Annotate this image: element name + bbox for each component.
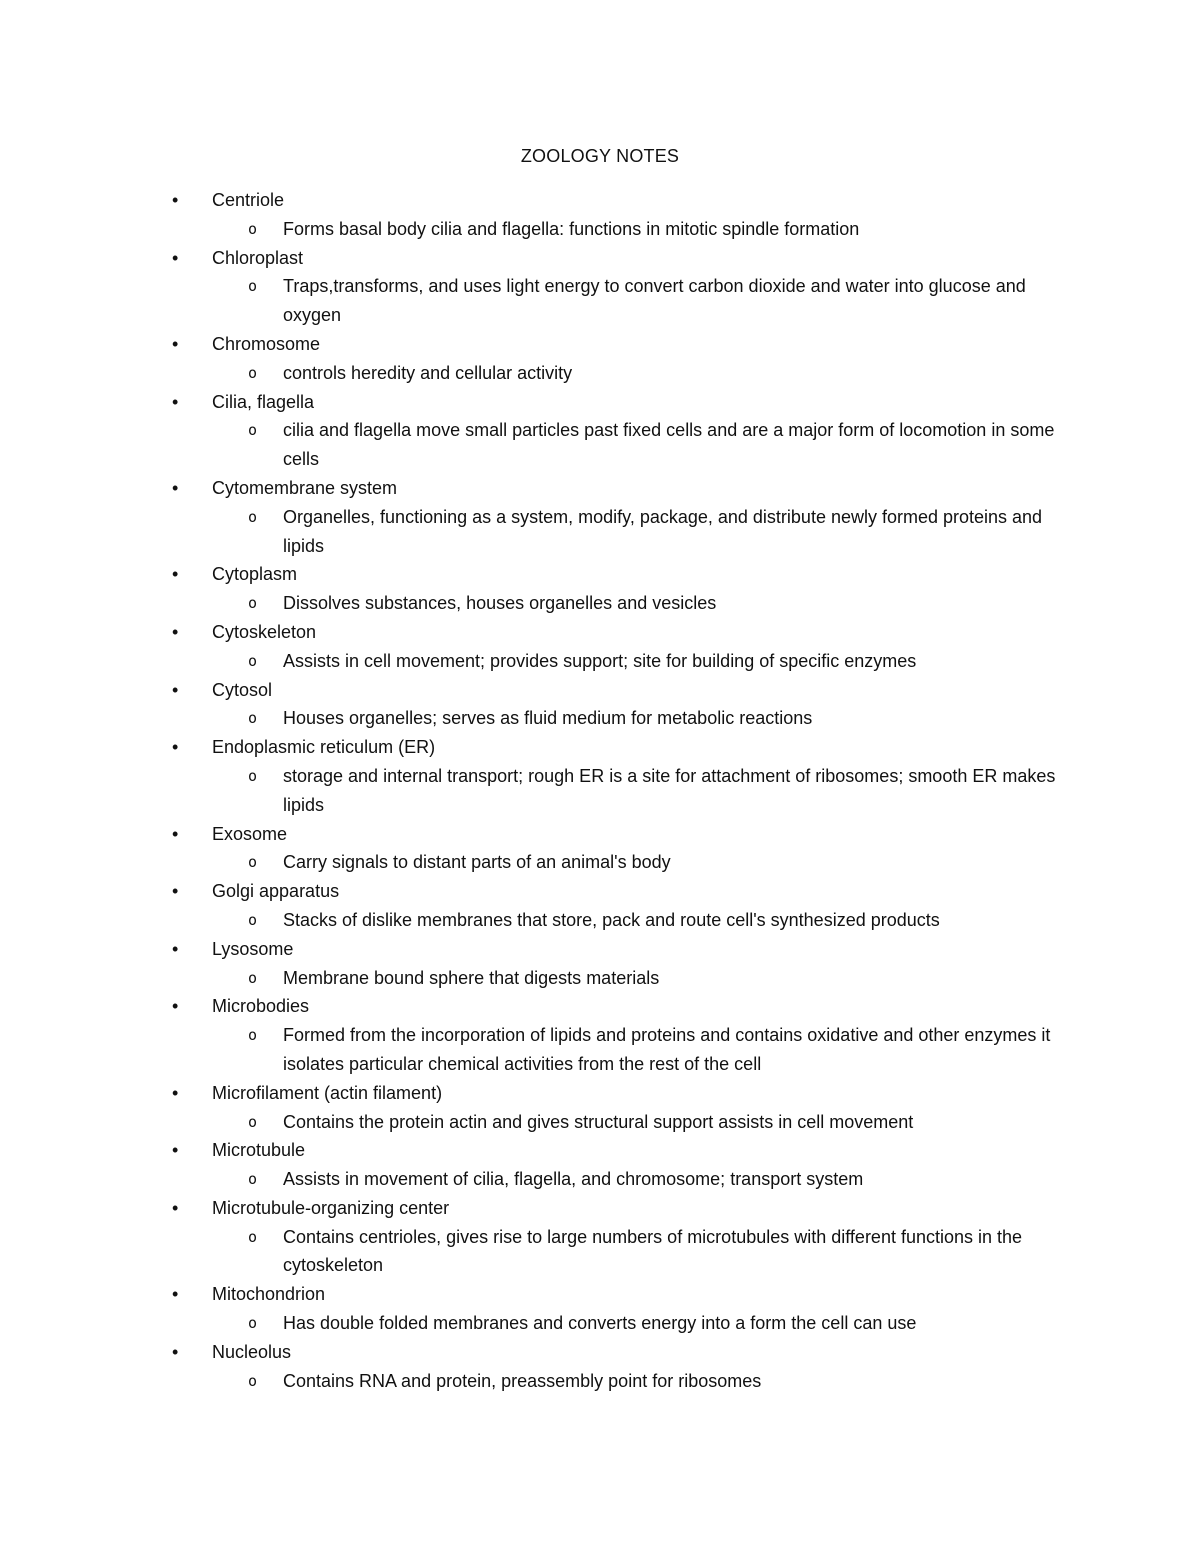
list-item: [168, 877, 1068, 935]
definition-text: o Carry signals to distant parts of an animal's body: [283, 848, 1083, 877]
list-item: [168, 1136, 1068, 1194]
list-item: [168, 733, 1068, 819]
list-item: [168, 1194, 1068, 1280]
definition-text: o Contains RNA and protein, preassembly point for ribosomes: [283, 1367, 1083, 1396]
list-item: [168, 1280, 1068, 1338]
document-title: ZOOLOGY NOTES: [520, 146, 680, 166]
definition-text: o storage and internal transport; rough ER is a site for attachment of ribosomes; smooth ER makes lipids: [283, 762, 1083, 820]
list-item: [168, 1079, 1068, 1137]
definition-text: o Forms basal body cilia and flagella: functions in mitotic spindle formation: [283, 215, 1083, 244]
term-label: Cilia, flagella: [212, 391, 315, 412]
definition-text: o Contains the protein actin and gives structural support assists in cell movement: [283, 1108, 1083, 1137]
definition-text: o Assists in cell movement; provides support; site for building of specific enzymes: [283, 647, 1083, 676]
term-label: Chloroplast: [212, 247, 304, 268]
term-label: Centriole: [212, 190, 285, 210]
term-label: Mitochondrion: [212, 1284, 326, 1305]
definition-text: o Houses organelles; serves as fluid medium for metabolic reactions: [283, 704, 1083, 733]
term-label: Lysosome: [212, 938, 294, 959]
definition-text: o Traps,transforms, and uses light energy to convert carbon dioxide and water into glucose and oxygen: [283, 272, 1083, 330]
list-item: [168, 992, 1068, 1078]
term-label: Endoplasmic reticulum (ER): [212, 737, 436, 758]
term-label: Cytosol: [212, 679, 273, 700]
definition-text: o Assists in movement of cilia, flagella, and chromosome; transport system: [283, 1165, 1083, 1194]
definition-text: o controls heredity and cellular activity: [283, 359, 1083, 388]
term-label: Microfilament (actin filament): [212, 1082, 443, 1103]
definition-text: o Dissolves substances, houses organelles and vesicles: [283, 589, 1083, 618]
term-label: Exosome: [212, 823, 288, 844]
term-label: Microtubule: [212, 1140, 306, 1161]
definition-text: o Has double folded membranes and converts energy into a form the cell can use: [283, 1309, 1083, 1338]
list-item: [168, 330, 1068, 388]
list-item: [168, 935, 1068, 993]
definition-text: o Contains centrioles, gives rise to large numbers of microtubules with different functions in the cytoskeleton: [283, 1223, 1083, 1281]
list-item: [168, 1338, 1068, 1396]
term-label: Cytomembrane system: [212, 477, 398, 498]
list-item: [168, 560, 1068, 618]
list-item: [168, 474, 1068, 560]
list-item: [168, 388, 1068, 474]
term-label: Chromosome: [212, 333, 321, 354]
definition-text: o Organelles, functioning as a system, modify, package, and distribute newly formed proteins and lipids: [283, 503, 1083, 561]
definition-text: o Membrane bound sphere that digests materials: [283, 964, 1083, 993]
notes-list: [168, 186, 1068, 1395]
definition-text: o Formed from the incorporation of lipids and proteins and contains oxidative and other enzymes it isolates particular chemical activities from the rest of the cell: [283, 1021, 1083, 1079]
list-item: [168, 186, 1068, 244]
term-label: Microbodies: [212, 996, 310, 1017]
definition-text: o Stacks of dislike membranes that store, pack and route cell's synthesized products: [283, 906, 1083, 935]
term-label: Cytoplasm: [212, 564, 298, 585]
list-item: [168, 820, 1068, 878]
term-label: Cytoskeleton: [212, 621, 317, 642]
term-label: Nucleolus: [212, 1341, 292, 1362]
definition-text: o cilia and flagella move small particles past fixed cells and are a major form of locomotion in some cells: [283, 416, 1083, 474]
list-item: [168, 244, 1068, 330]
term-label: Golgi apparatus: [212, 881, 340, 902]
term-label: Microtubule-organizing center: [212, 1197, 450, 1218]
list-item: [168, 618, 1068, 676]
list-item: [168, 676, 1068, 734]
